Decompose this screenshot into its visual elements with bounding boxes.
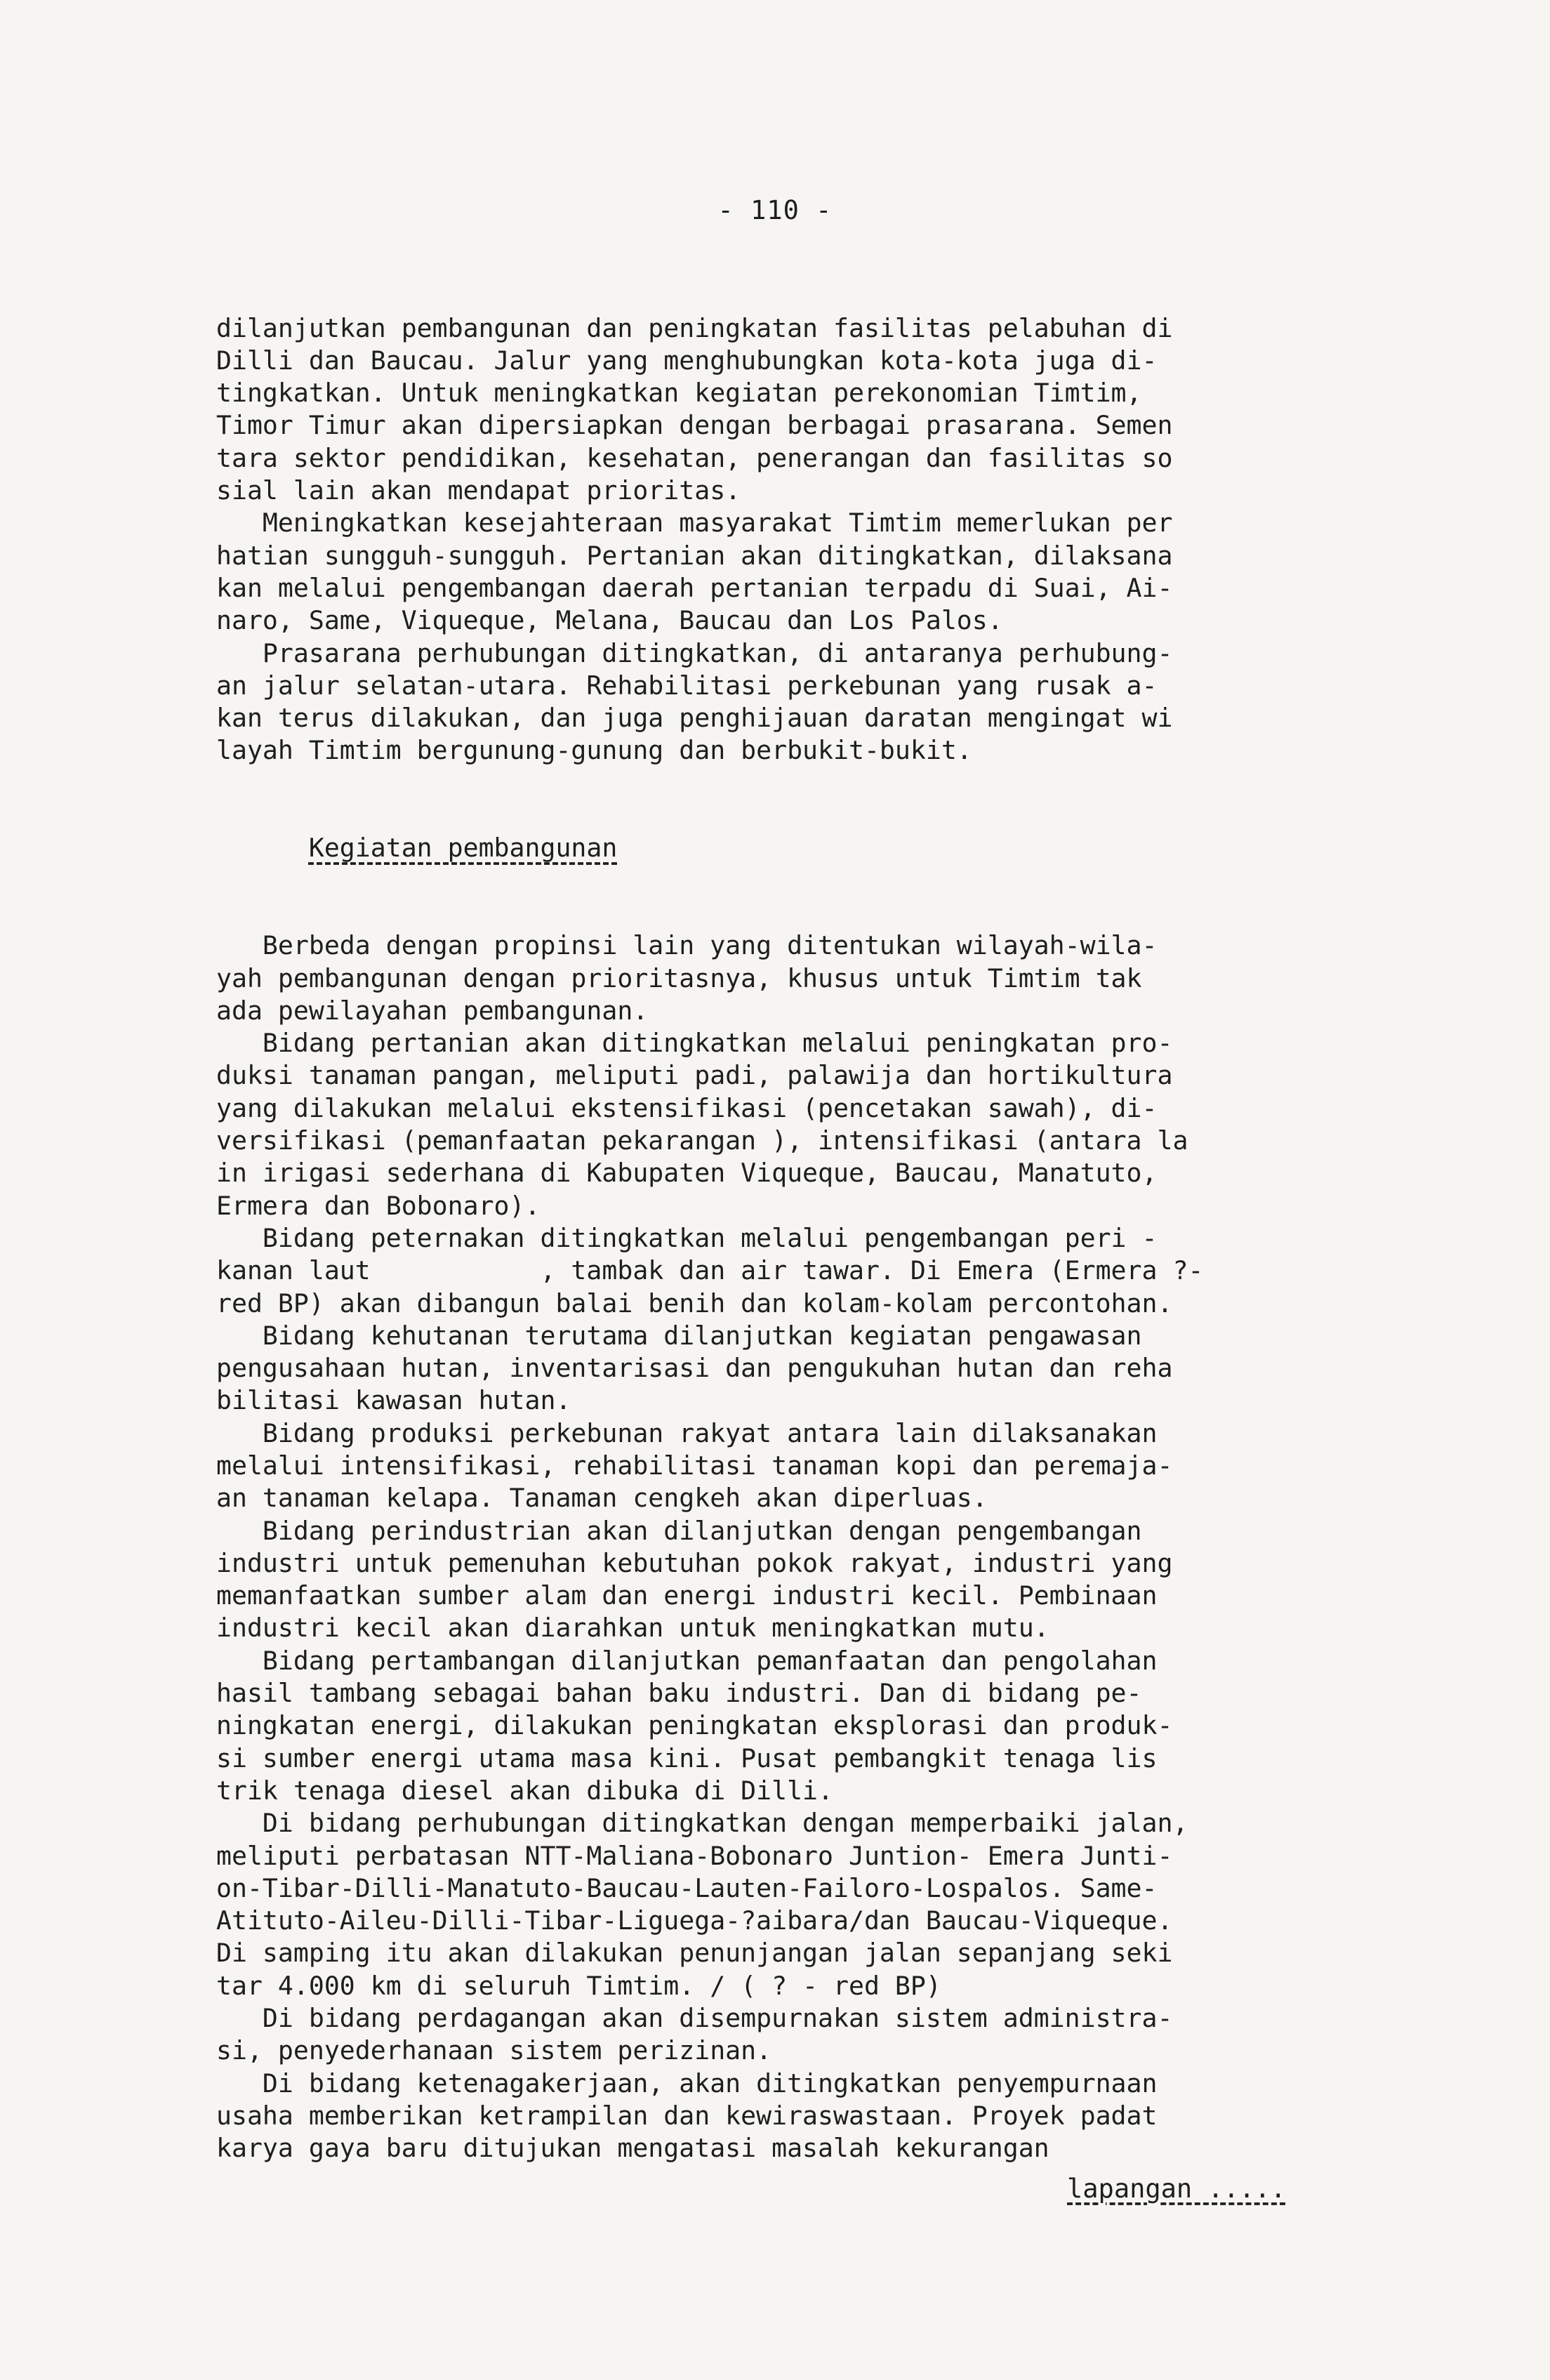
text-line: Dilli dan Baucau. Jalur yang menghubungkan kota-kota juga di- [216, 345, 1158, 376]
text-line: ningkatan energi, dilakukan peningkatan eksplorasi dan produk- [216, 1710, 1173, 1741]
text-line: an jalur selatan-utara. Rehabilitasi perkebunan yang rusak a- [216, 670, 1158, 701]
text-line: usaha memberikan ketrampilan dan kewiraswastaan. Proyek padat [216, 2100, 1158, 2131]
text-line: dilanjutkan pembangunan dan peningkatan fasilitas pelabuhan di [216, 312, 1173, 343]
text-line: industri untuk pemenuhan kebutuhan pokok rakyat, industri yang [216, 1547, 1173, 1578]
text-line: Bidang pertambangan dilanjutkan pemanfaatan dan pengolahan [216, 1645, 1158, 1676]
text-line: Di samping itu akan dilakukan penunjangan jalan sepanjang seki [216, 1938, 1173, 1969]
text-line: Di bidang perhubungan ditingkatkan dengan memperbaiki jalan, [216, 1808, 1188, 1839]
text-line: sial lain akan mendapat prioritas. [216, 475, 741, 506]
text-line: hatian sungguh-sungguh. Pertanian akan ditingkatkan, dilaksana [216, 540, 1173, 571]
text-line: Bidang produksi perkebunan rakyat antara lain dilaksanakan [216, 1417, 1158, 1448]
text-line: Bidang pertanian akan ditingkatkan melalui peningkatan pro- [216, 1028, 1173, 1059]
text-line: Bidang perindustrian akan dilanjutkan dengan pengembangan [216, 1515, 1142, 1546]
text-line: karya gaya baru ditujukan mengatasi masalah kekurangan [216, 2133, 1049, 2164]
text-line: yang dilakukan melalui ekstensifikasi (pencetakan sawah), di- [216, 1092, 1158, 1123]
text-line: Prasarana perhubungan ditingkatkan, di antaranya perhubung- [216, 637, 1173, 668]
paragraphs-before-heading [216, 312, 1360, 767]
text-line: Ermera dan Bobonaro). [216, 1190, 541, 1221]
text-line: meliputi perbatasan NTT-Maliana-Bobonaro Juntion- Emera Junti- [216, 1840, 1173, 1871]
text-line: Di bidang perdagangan akan disempurnakan sistem administra- [216, 2003, 1173, 2034]
text-line: bilitasi kawasan hutan. [216, 1385, 571, 1416]
text-line: Bidang kehutanan terutama dilanjutkan kegiatan pengawasan [216, 1320, 1142, 1351]
catchword-footer: lapangan ..... [1067, 2174, 1286, 2204]
text-line: Di bidang ketenagakerjaan, akan ditingkatkan penyempurnaan [216, 2068, 1158, 2098]
text-line: Berbeda dengan propinsi lain yang ditentukan wilayah-wila- [216, 930, 1158, 961]
text-line: duksi tanaman pangan, meliputi padi, palawija dan hortikultura [216, 1060, 1173, 1091]
text-line: memanfaatkan sumber alam dan energi industri kecil. Pembinaan [216, 1580, 1158, 1611]
text-line: tara sektor pendidikan, kesehatan, penerangan dan fasilitas so [216, 442, 1173, 473]
text-line: Timor Timur akan dipersiapkan dengan berbagai prasarana. Semen [216, 410, 1173, 441]
paragraphs-after-heading [216, 930, 1360, 2164]
text-line: naro, Same, Viqueque, Melana, Baucau dan Los Palos. [216, 605, 1003, 636]
text-line: pengusahaan hutan, inventarisasi dan pengukuhan hutan dan reha [216, 1353, 1173, 1384]
text-line: tingkatkan. Untuk meningkatkan kegiatan perekonomian Timtim, [216, 378, 1142, 409]
text-line: an tanaman kelapa. Tanaman cengkeh akan diperluas. [216, 1483, 988, 1514]
text-line: si sumber energi utama masa kini. Pusat pembangkit tenaga lis [216, 1743, 1158, 1773]
text-line: versifikasi (pemanfaatan pekarangan ), intensifikasi (antara la [216, 1125, 1188, 1156]
document-body [216, 247, 1360, 2230]
text-line: si, penyederhanaan sistem perizinan. [216, 2035, 772, 2066]
text-line: kan terus dilakukan, dan juga penghijauan daratan mengingat wi [216, 703, 1173, 734]
text-line: on-Tibar-Dilli-Manatuto-Baucau-Lauten-Failoro-Lospalos. Same- [216, 1872, 1158, 1903]
text-line: kanan laut , tambak dan air tawar. Di Emera (Ermera ?- [216, 1255, 1204, 1286]
text-line: Atituto-Aileu-Dilli-Tibar-Liguega-?aibara/dan Baucau-Viqueque. [216, 1905, 1173, 1936]
text-line: Meningkatkan kesejahteraan masyarakat Timtim memerlukan per [216, 508, 1173, 538]
text-line: ada pewilayahan pembangunan. [216, 995, 649, 1026]
text-line: kan melalui pengembangan daerah pertanian terpadu di Suai, Ai- [216, 572, 1173, 603]
text-line: yah pembangunan dengan prioritasnya, khusus untuk Timtim tak [216, 963, 1142, 993]
text-line: industri kecil akan diarahkan untuk meningkatkan mutu. [216, 1613, 1049, 1644]
section-heading-line [216, 832, 1360, 864]
text-line: red BP) akan dibangun balai benih dan kolam-kolam percontohan. [216, 1288, 1173, 1318]
text-line: Bidang peternakan ditingkatkan melalui pengembangan peri - [216, 1222, 1158, 1253]
section-heading: Kegiatan pembangunan [308, 833, 618, 864]
text-line: melalui intensifikasi, rehabilitasi tanaman kopi dan peremaja- [216, 1450, 1173, 1481]
text-line: layah Timtim bergunung-gunung dan berbukit-bukit. [216, 735, 972, 766]
text-line: tar 4.000 km di seluruh Timtim. / ( ? - red BP) [216, 1970, 941, 2001]
text-line: hasil tambang sebagai bahan baku industri. Dan di bidang pe- [216, 1678, 1142, 1709]
text-line: trik tenaga diesel akan dibuka di Dilli. [216, 1775, 833, 1806]
text-line: in irigasi sederhana di Kabupaten Viqueque, Baucau, Manatuto, [216, 1158, 1158, 1189]
page-number: - 110 - [717, 195, 833, 225]
